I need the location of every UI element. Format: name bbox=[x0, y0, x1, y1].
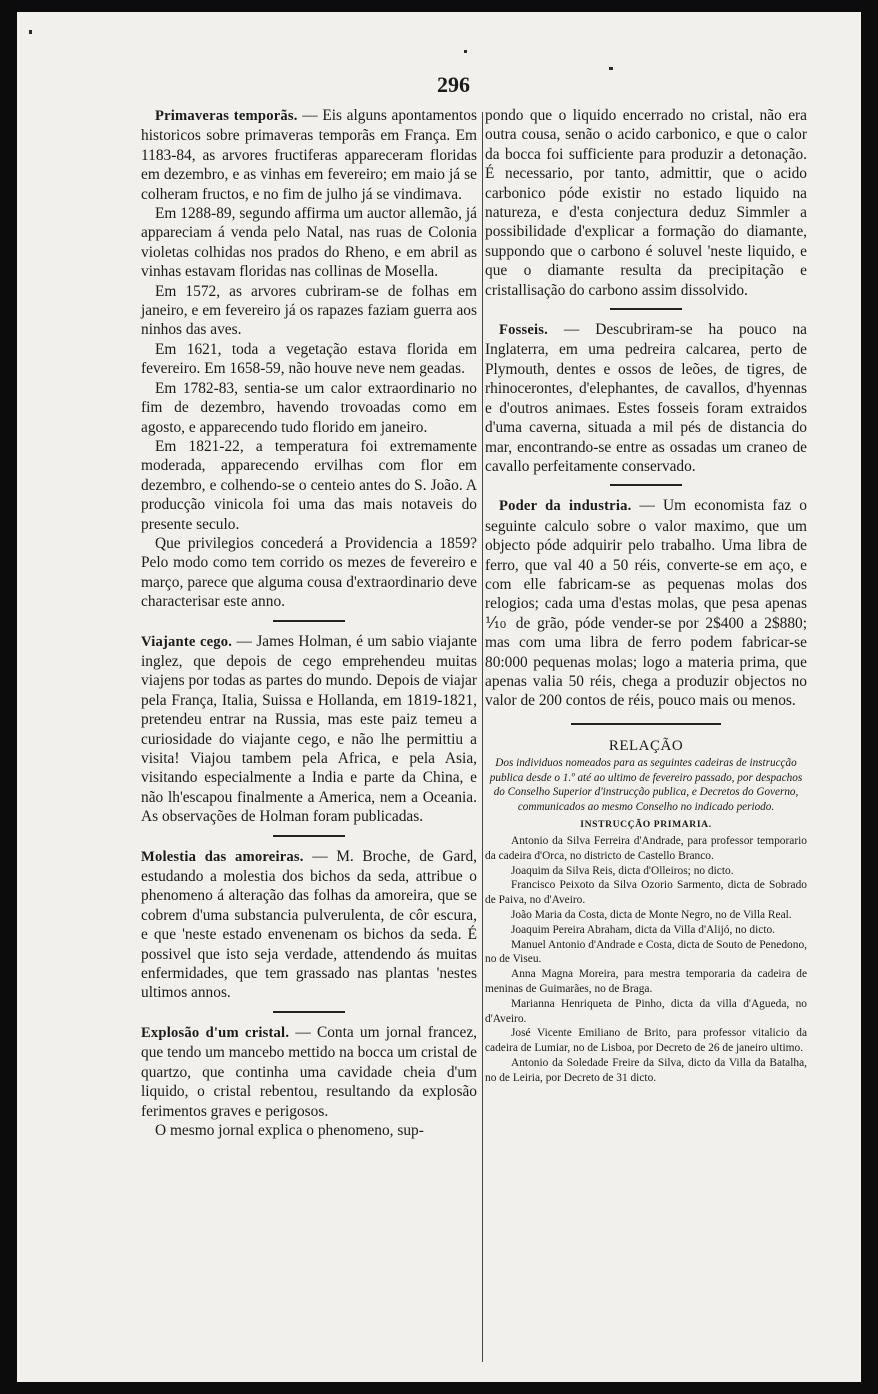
article-fosseis bbox=[485, 320, 807, 476]
relacao-title: RELAÇÃO bbox=[608, 737, 684, 754]
article-molestia bbox=[141, 847, 477, 1003]
article-paragraph: Que privilegios concederá a Providencia a 1859? Pelo modo como tem corrido os mezes de fevereiro e março, parece que alguma cousa d'extraordinario deve characterisar este anno. bbox=[141, 534, 477, 611]
appointment-entry: Joaquim Pereira Abraham, dicta da Villa d'Alijó, no dicto. bbox=[511, 923, 776, 936]
instruccao-heading: INSTRUCÇÃO PRIMARIA. bbox=[580, 818, 712, 830]
appointment-entry: Francisco Peixoto da Silva Ozorio Sarmento, dicta de Sobrado de Paiva, no d'Aveiro. bbox=[485, 879, 807, 907]
appointment-entry: Manuel Antonio d'Andrade e Costa, dicta de Souto de Penedono, no de Viseu. bbox=[485, 938, 807, 966]
article-paragraph: Em 1782-83, sentia-se um calor extraordinario no fim de dezembro, havendo trovoadas como em agosto, e apparecendo tudo florido em janeiro. bbox=[141, 379, 477, 436]
margin-mark bbox=[609, 67, 613, 70]
article-explosao bbox=[141, 1023, 477, 1140]
article-heading: Viajante cego. bbox=[141, 633, 233, 650]
article-paragraph bbox=[141, 847, 477, 1003]
article-paragraph bbox=[485, 496, 807, 710]
article-paragraph: pondo que o liquido encerrado no cristal, não era outra cousa, senão o acido carbonico, e que o calor da bocca foi sufficiente para produzir a detonação. É necessario, por tanto, admittir, que o acido carbonico póde existir no estado liquido na natureza, e d'esta conjectura deduz Simmler a possibilidade d'explicar a formação do diamante, suppondo que o carbono é soluvel 'neste liquido, e que o diamante resulta da precipitação e cristallisação do carbono assim dissolvido. bbox=[485, 107, 807, 299]
article-heading: Primaveras temporãs. bbox=[155, 108, 298, 124]
article-paragraph: Em 1288-89, segundo affirma um auctor allemão, já appareciam á venda pelo Natal, nas ruas de Colonia violetas colhidas nos prados do Rheno, e em abril as vinhas estavam floridas nas collinas de Mosella. bbox=[141, 205, 477, 281]
newspaper-page bbox=[17, 12, 861, 1382]
article-paragraph: Em 1821-22, a temperatura foi extremamente moderada, apparecendo ervilhas com flor em dezembro, e colhendo-se o centeio antes do S. João. A producção vinicola foi uma das mais notaveis do presente seculo. bbox=[141, 437, 477, 533]
article-text: — Um economista faz o seguinte calculo sobre o valor maximo, que um objecto póde adquirir pelo trabalho. Uma libra de ferro, que val 40 a 50 réis, converte-se em aço, e com elle fabricam-se as pequenas molas dos relogios; cada uma d'estas molas, que pesa apenas ⅒ de grão, póde vender-se por 2$400 a 2$880; mas com uma libra de ferro podem fabricar-se 80:000 pequenas molas; logo a materia prima, que apenas valia 50 réis, chega a produzir objectos no valor de 200 contos de réis, pouco mais ou menos. bbox=[485, 497, 807, 710]
appointment-entry: Antonio da Soledade Freire da Silva, dicto da Villa da Batalha, no de Leiria, por Decreto de 31 dicto. bbox=[485, 1056, 807, 1084]
margin-mark bbox=[464, 50, 467, 53]
appointment-entry: Joaquim da Silva Reis, dicta d'Olleiros; no dicto. bbox=[511, 864, 734, 877]
article-primaveras bbox=[141, 106, 477, 612]
article-paragraph: Em 1572, as arvores cubriram-se de folhas em janeiro, e em fevereiro já os rapazes faziam guerra aos ninhos das aves. bbox=[141, 282, 477, 339]
article-paragraph: O mesmo jornal explica o phenomeno, sup- bbox=[155, 1121, 424, 1139]
right-column bbox=[485, 106, 807, 1086]
appointment-entry: Marianna Henriqueta de Pinho, dicta da villa d'Agueda, no d'Aveiro. bbox=[485, 997, 807, 1025]
article-heading: Explosão d'um cristal. bbox=[141, 1024, 290, 1041]
appointment-entry: Antonio da Silva Ferreira d'Andrade, para professor temporario da cadeira d'Orca, no districto de Castello Branco. bbox=[485, 834, 807, 862]
article-paragraph bbox=[141, 632, 477, 827]
article-text: — M. Broche, de Gard, estudando a molestia dos bichos da seda, attribue o phenomeno á alteração das folhas da amoreira, que se cobrem d'uma substancia pulverulenta, de côr escura, e que 'neste estado envenenam os bichos da seda. É possivel que isto seja verdade, attendendo ás muitas enfermidades, que tem grassado nas plantas 'nestes ultimos annos. bbox=[141, 847, 477, 1002]
article-text: — Descubriram-se ha pouco na Inglaterra, em uma pedreira calcarea, perto de Plymouth, dentes e ossos de leões, de tigres, de rhinocerontes, d'elephantes, de cavallos, d'hyennas e d'outros animaes. Estes fosseis foram extraidos d'uma caverna, situada a mil pés de distancia do mar, encontrando-se entre as ossadas um craneo de cavallo perfeitamente conservado. bbox=[485, 321, 807, 475]
article-heading: Fosseis. bbox=[499, 322, 549, 339]
article-paragraph: Em 1621, toda a vegetação estava florida em fevereiro. Em 1658-59, não houve neve nem geadas. bbox=[141, 340, 477, 378]
margin-mark bbox=[29, 30, 32, 34]
article-paragraph bbox=[485, 320, 807, 476]
article-viajante bbox=[141, 632, 477, 827]
section-separator bbox=[273, 1011, 345, 1013]
appointment-entry: João Maria da Costa, dicta de Monte Negro, no de Villa Real. bbox=[511, 908, 792, 921]
article-text: — Conta um jornal francez, que tendo um mancebo mettido na bocca um cristal de quartzo, que continha uma cavidade cheia d'um liquido, o cristal rebentou, resultando da explosão ferimentos graves e perigosos. bbox=[141, 1023, 477, 1120]
article-heading: Poder da industria. bbox=[499, 498, 632, 515]
section-separator bbox=[571, 723, 721, 725]
section-separator bbox=[610, 484, 682, 486]
article-text: — James Holman, é um sabio viajante inglez, que depois de cego emprehendeu muitas viajens por todas as partes do mundo. Depois de viajar pela França, Italia, Suissa e Hollanda, em 1819-1821, pretendeu entrar na Russia, mas este paiz temeu a curiosidade do viajante cego, e não lhe permittiu a visita! Viajou tambem pela Africa, e pela Asia, visitando especialmente a India e parte da China, e não lh'escapou finalmente a America, nem a Oceania. As observações de Holman foram publicadas. bbox=[141, 632, 477, 826]
article-paragraph bbox=[141, 1023, 477, 1121]
section-separator bbox=[273, 620, 345, 622]
article-text: — Eis alguns apontamentos historicos sobre primaveras temporãs em França. Em 1183-84, as arvores fructiferas appareceram floridas em dezembro, e as vinhas em fevereiro; em maio já se colheram fructos, e no fim de julho já se vindimava. bbox=[141, 107, 477, 203]
article-paragraph bbox=[141, 106, 477, 204]
article-poder bbox=[485, 496, 807, 710]
section-separator bbox=[273, 835, 345, 837]
section-separator bbox=[610, 308, 682, 310]
appointment-entry: Anna Magna Moreira, para mestra temporaria da cadeira de meninas de Guimarães, no de Braga. bbox=[485, 968, 807, 995]
column-divider bbox=[482, 112, 483, 1362]
appointment-entry: José Vicente Emiliano de Brito, para professor vitalicio da cadeira de Lumiar, no de Lisboa, por Decreto de 26 de janeiro ultimo. bbox=[485, 1027, 807, 1055]
page-number: 296 bbox=[437, 72, 470, 97]
article-heading: Molestia das amoreiras. bbox=[141, 848, 304, 865]
left-column bbox=[141, 106, 477, 1140]
relacao-section bbox=[485, 737, 807, 1086]
relacao-subtitle: Dos individuos nomeados para as seguintes cadeiras de instrucção publica desde o 1.º até ao ultimo de fevereiro passado, por despachos do Conselho Superior d'instrucção publica, e Decretos do Governo, communicados ao mesmo Conselho no indicado periodo. bbox=[489, 757, 803, 813]
